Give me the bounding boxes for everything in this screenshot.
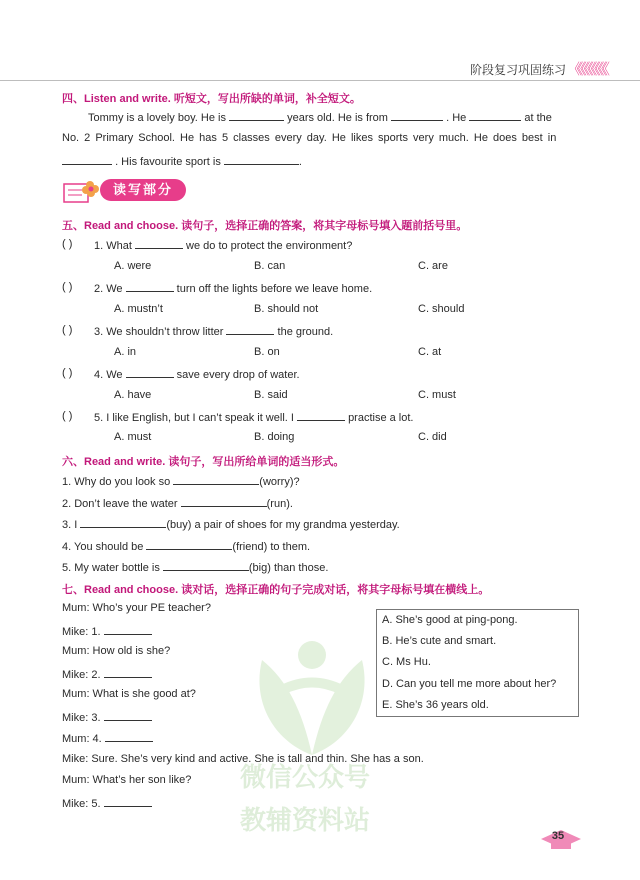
dialogue-line: Mum: What’s her son like?: [62, 774, 192, 786]
answer-parenthesis[interactable]: ( ): [62, 238, 73, 250]
page-number: 35: [551, 830, 565, 842]
badge-label: 读写部分: [100, 179, 186, 201]
answer-blank[interactable]: [135, 238, 183, 249]
answer-blank[interactable]: [62, 154, 112, 165]
item-text: 5. My water bottle is: [62, 562, 160, 574]
question-1: [94, 238, 352, 252]
dialogue-line: [62, 796, 152, 810]
dialogue-text: Mike: 3.: [62, 712, 101, 724]
option-c[interactable]: C. did: [418, 431, 447, 443]
flower-book-icon: [62, 176, 102, 206]
q-text: the ground.: [277, 326, 334, 338]
fill-item-4: [62, 539, 310, 553]
q-text: practise a lot.: [348, 412, 414, 424]
answer-parenthesis[interactable]: ( ): [62, 367, 73, 379]
choice-option[interactable]: E. She’s 36 years old.: [382, 699, 489, 711]
answer-blank[interactable]: [126, 281, 174, 292]
q-text: 5. I like English, but I can’t speak it well. I: [94, 412, 294, 424]
question-4: [94, 367, 300, 381]
dialogue-text: Mum: 4.: [62, 733, 102, 745]
answer-parenthesis[interactable]: ( ): [62, 281, 73, 293]
answer-parenthesis[interactable]: ( ): [62, 324, 73, 336]
dialogue-line: [62, 667, 152, 681]
dialogue-line: Mum: How old is she?: [62, 645, 171, 657]
item-text: 2. Don’t leave the water: [62, 498, 178, 510]
dialogue-text: Mike: 2.: [62, 669, 101, 681]
option-b[interactable]: B. on: [254, 346, 280, 358]
answer-blank[interactable]: [104, 624, 152, 635]
item-text: (run).: [266, 498, 293, 510]
dialogue-line: [62, 710, 152, 724]
dialogue-line: [62, 624, 152, 638]
answer-blank[interactable]: [226, 324, 274, 335]
section-4-line-3: [62, 154, 302, 168]
dialogue-line: Mum: Who’s your PE teacher?: [62, 602, 211, 614]
s4-text-6: .: [298, 156, 302, 168]
q-text: save every drop of water.: [176, 369, 300, 381]
dialogue-text: Mike: 1.: [62, 626, 101, 638]
option-c[interactable]: C. at: [418, 346, 442, 358]
leaf-watermark-icon: [232, 620, 392, 760]
answer-blank[interactable]: [146, 539, 232, 550]
option-a[interactable]: A. in: [114, 346, 137, 358]
s4-text-3: . He: [446, 112, 467, 124]
q-text: 2. We: [94, 283, 123, 295]
dialogue-text: Mike: 5.: [62, 798, 101, 810]
answer-blank[interactable]: [181, 496, 267, 507]
answer-blank[interactable]: [105, 731, 153, 742]
answer-blank[interactable]: [104, 667, 152, 678]
item-text: 4. You should be: [62, 541, 144, 553]
fill-item-1: [62, 474, 300, 488]
item-text: (friend) to them.: [232, 541, 311, 553]
option-a[interactable]: A. have: [114, 389, 152, 401]
item-text: 1. Why do you look so: [62, 476, 171, 488]
fill-item-5: [62, 560, 328, 574]
fill-item-3: [62, 517, 400, 531]
answer-blank[interactable]: [163, 560, 249, 571]
answer-blank[interactable]: [229, 110, 284, 121]
item-text: (buy) a pair of shoes for my grandma yesterday.: [166, 519, 400, 531]
watermark-line-2: 教辅资料站: [240, 805, 371, 835]
header-rule: [0, 80, 640, 81]
answer-blank[interactable]: [173, 474, 259, 485]
s4-text-5: . His favourite sport is: [115, 156, 221, 168]
dialogue-line: Mum: What is she good at?: [62, 688, 196, 700]
section-4-heading: 四、Listen and write. 听短文，写出所缺的单词，补全短文。: [62, 93, 361, 105]
choice-option[interactable]: D. Can you tell me more about her?: [382, 678, 557, 690]
section-4-line-2: No. 2 Primary School. He has 5 classes every day. He likes sports very much. He does best in: [62, 132, 557, 144]
answer-blank[interactable]: [391, 110, 443, 121]
section-5-heading: 五、Read and choose. 读句子，选择正确的答案，将其字母标号填入题前括号里。: [62, 220, 468, 232]
q-text: 3. We shouldn’t throw litter: [94, 326, 224, 338]
option-b[interactable]: B. said: [254, 389, 288, 401]
option-c[interactable]: C. are: [418, 260, 448, 272]
option-c[interactable]: C. should: [418, 303, 465, 315]
option-a[interactable]: A. were: [114, 260, 152, 272]
option-c[interactable]: C. must: [418, 389, 456, 401]
running-header-title: 阶段复习巩固练习: [470, 63, 567, 77]
answer-blank[interactable]: [104, 796, 152, 807]
option-b[interactable]: B. should not: [254, 303, 319, 315]
item-text: 3. I: [62, 519, 78, 531]
q-text: we do to protect the environment?: [186, 240, 353, 252]
section-6-heading: 六、Read and write. 读句子，写出所给单词的适当形式。: [62, 456, 345, 468]
answer-blank[interactable]: [80, 517, 166, 528]
question-3: [94, 324, 333, 338]
item-text: (worry)?: [259, 476, 300, 488]
question-2: [94, 281, 372, 295]
s4-text-4: at the: [524, 112, 552, 124]
read-write-section-badge: [62, 176, 192, 206]
dialogue-line: Mike: Sure. She’s very kind and active. She is tall and thin. She has a son.: [62, 753, 424, 765]
answer-parenthesis[interactable]: ( ): [62, 410, 73, 422]
s4-text-2: years old. He is from: [287, 112, 388, 124]
choice-box: [376, 609, 579, 717]
option-a[interactable]: A. mustn’t: [114, 303, 163, 315]
q-text: turn off the lights before we leave home.: [176, 283, 373, 295]
answer-blank[interactable]: [297, 410, 345, 421]
option-a[interactable]: A. must: [114, 431, 152, 443]
s4-text-1: Tommy is a lovely boy. He is: [88, 112, 226, 124]
section-7-heading: 七、Read and choose. 读对话，选择正确的句子完成对话，将其字母标号填在横线上。: [62, 584, 490, 596]
answer-blank[interactable]: [224, 154, 299, 165]
q-text: 4. We: [94, 369, 123, 381]
answer-blank[interactable]: [469, 110, 521, 121]
chevron-decoration-icon: 《《《《《《《《《: [567, 61, 607, 78]
answer-blank[interactable]: [104, 710, 152, 721]
option-b[interactable]: B. can: [254, 260, 286, 272]
choice-option[interactable]: B. He’s cute and smart.: [382, 635, 497, 647]
choice-option[interactable]: C. Ms Hu.: [382, 656, 431, 668]
section-4-line-1: [88, 110, 552, 124]
watermark-line-1: 微信公众号: [240, 762, 371, 792]
question-5: [94, 410, 413, 424]
choice-option[interactable]: A. She’s good at ping-pong.: [382, 614, 518, 626]
dialogue-line: [62, 731, 153, 745]
q-text: 1. What: [94, 240, 132, 252]
item-text: (big) than those.: [248, 562, 329, 574]
option-b[interactable]: B. doing: [254, 431, 295, 443]
answer-blank[interactable]: [126, 367, 174, 378]
fill-item-2: [62, 496, 293, 510]
